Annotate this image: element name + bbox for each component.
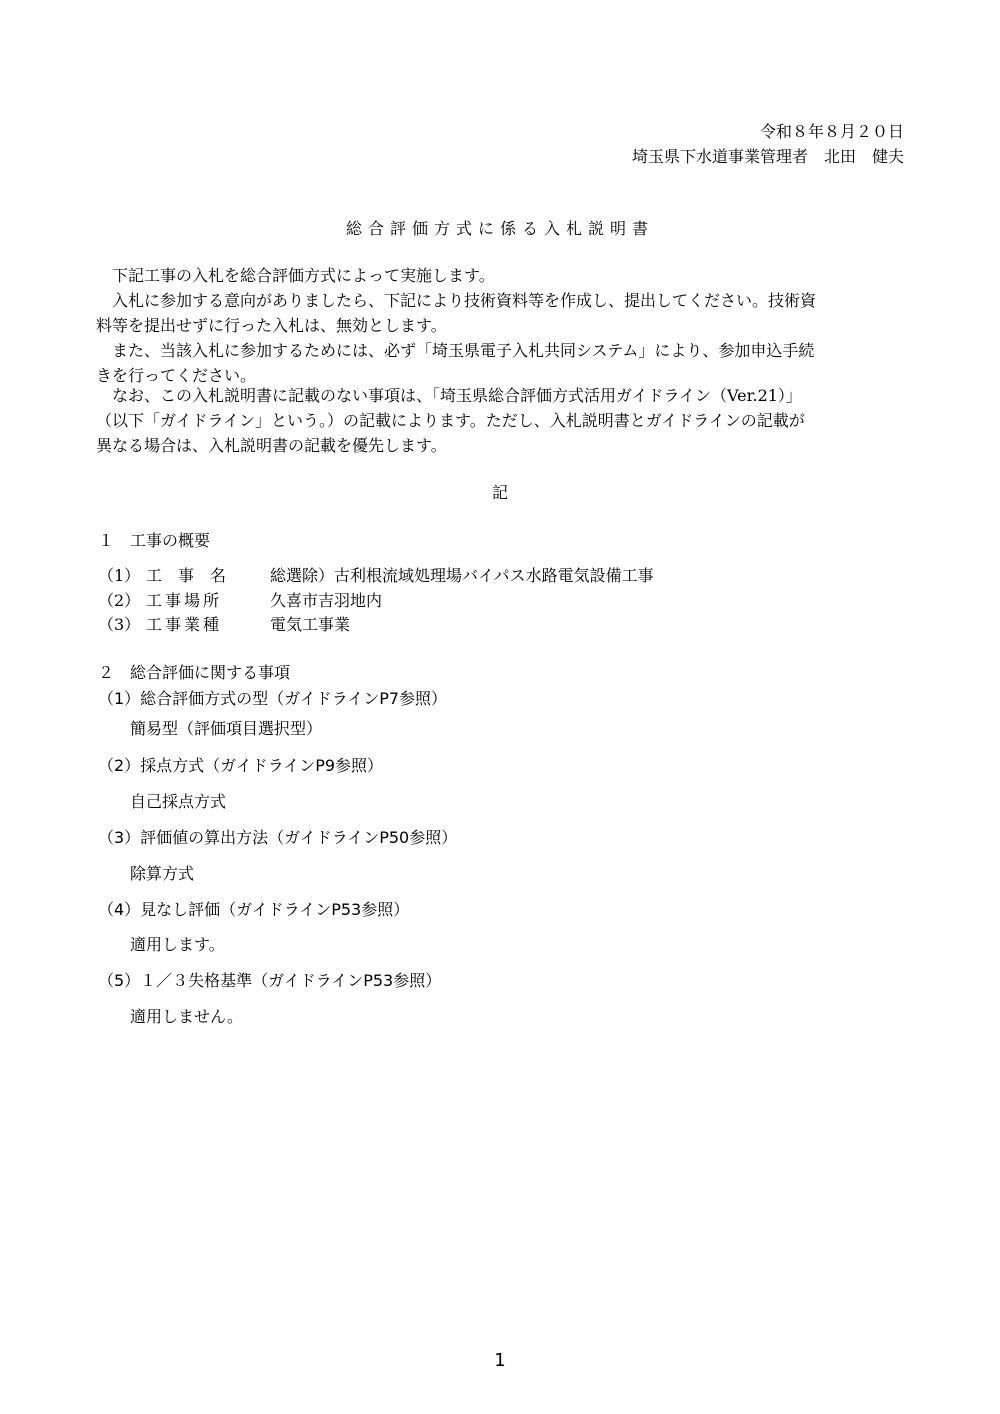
intro-p2-line-1: 入札に参加する意向がありましたら、下記により技術資料等を作成し、提出してください。技術資: [112, 291, 817, 310]
intro-p3-line-2: きを行ってください。: [96, 366, 257, 385]
intro-p4-line-2: （以下「ガイドライン」という。）の記載によります。ただし、入札説明書とガイドラインの記載が: [96, 411, 805, 430]
page-number: 1: [494, 1350, 506, 1371]
section-2-item-1-value: 簡易型（評価項目選択型）: [130, 719, 323, 738]
section-2-heading: ２ 総合評価に関する事項: [98, 663, 291, 682]
item-label: 工 事 名: [146, 566, 227, 585]
item-label: 工事業種: [146, 615, 223, 634]
document-issuer: 埼玉県下水道事業管理者 北田 健夫: [631, 147, 904, 166]
intro-paragraph-3: [96, 340, 904, 387]
item-number: （3）: [98, 615, 141, 634]
intro-p3-line-1: また、当該入札に参加するためには、必ず「埼玉県電子入札共同システム」により、参加申込手続: [112, 341, 815, 360]
ki-marker: 記: [491, 483, 508, 502]
document-date: 令和８年８月２０日: [759, 122, 904, 141]
item-label: 工事場所: [146, 591, 223, 610]
section-1-item-3: [98, 614, 350, 636]
intro-paragraph-4: [96, 385, 904, 457]
item-value: 久喜市吉羽地内: [270, 591, 383, 610]
item-number: （2）: [98, 591, 141, 610]
section-2-item-5-value: 適用しません。: [130, 1007, 243, 1026]
document-title: 総合評価方式に係る入札説明書: [345, 219, 654, 238]
intro-p4-line-3: 異なる場合は、入札説明書の記載を優先します。: [96, 436, 447, 455]
section-2-item-3-heading: （3）評価値の算出方法（ガイドラインP50参照）: [98, 828, 458, 847]
intro-p1: 下記工事の入札を総合評価方式によって実施します。: [112, 266, 495, 285]
section-2-item-5-heading: （5）１／３失格基準（ガイドラインP53参照）: [98, 971, 442, 990]
intro-paragraph-2: [96, 290, 904, 337]
item-value: 総選除）古利根流域処理場バイパス水路電気設備工事: [270, 566, 654, 585]
section-1-item-1: [98, 565, 654, 587]
section-2-item-1-heading: （1）総合評価方式の型（ガイドラインP7参照）: [98, 689, 448, 708]
section-2-item-4-heading: （4）見なし評価（ガイドラインP53参照）: [98, 900, 410, 919]
intro-p2-line-2: 料等を提出せずに行った入札は、無効とします。: [96, 316, 447, 335]
section-1-heading: １ 工事の概要: [98, 531, 211, 550]
section-2-item-2-heading: （2）採点方式（ガイドラインP9参照）: [98, 756, 384, 775]
section-1-item-2: [98, 590, 382, 612]
section-2-item-4-value: 適用します。: [130, 935, 225, 954]
item-number: （1）: [98, 566, 141, 585]
item-value: 電気工事業: [270, 615, 351, 634]
intro-paragraph-1: [96, 265, 904, 287]
intro-p4-line-1: なお、この入札説明書に記載のない事項は、「埼玉県総合評価方式活用ガイドライン（Ver.21）」: [112, 386, 802, 405]
section-2-item-2-value: 自己採点方式: [130, 792, 227, 811]
section-2-item-3-value: 除算方式: [130, 864, 195, 883]
